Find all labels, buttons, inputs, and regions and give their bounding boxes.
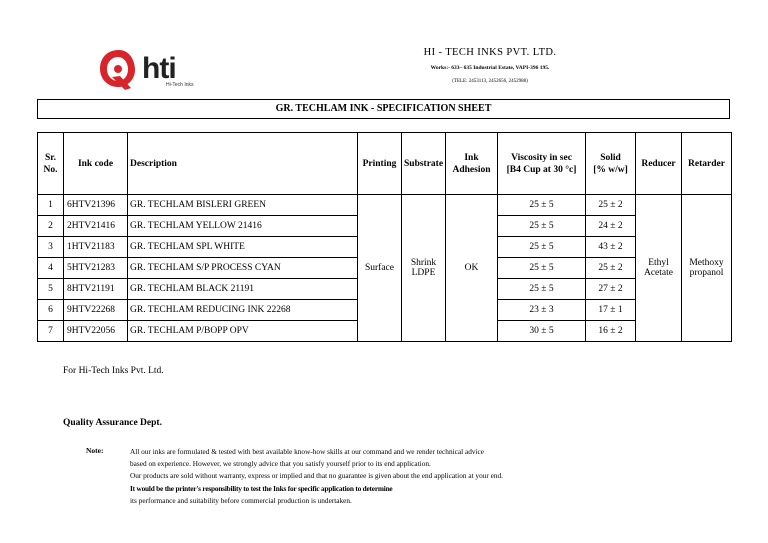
cell-sr: 6 bbox=[38, 300, 64, 321]
note-line-emphasis: It would be the printer's responsibility to test the Inks for specific application to determine bbox=[130, 483, 393, 493]
company-telephone: (TELE: 2453113, 2452656, 2452988) bbox=[452, 79, 528, 84]
cell-code: 1HTV21183 bbox=[64, 237, 128, 258]
header-solid-line1: Solid bbox=[600, 152, 621, 163]
cell-sr: 4 bbox=[38, 258, 64, 279]
note-text bbox=[130, 446, 690, 507]
header-code: Ink code bbox=[64, 133, 128, 195]
header-solid-line2: [% w/w] bbox=[593, 164, 628, 175]
cell-solid: 24 ± 2 bbox=[586, 216, 636, 237]
cell-sr: 3 bbox=[38, 237, 64, 258]
note-label: Note: bbox=[86, 446, 104, 455]
cell-viscosity: 25 ± 5 bbox=[498, 216, 586, 237]
specification-table bbox=[37, 132, 732, 342]
company-address: Works:- 633– 635 Industrial Estate, VAPI-396 195. bbox=[430, 65, 550, 71]
cell-description: GR. TECHLAM S/P PROCESS CYAN bbox=[128, 258, 358, 279]
cell-viscosity: 25 ± 5 bbox=[498, 237, 586, 258]
header-adhesion: Ink Adhesion bbox=[446, 133, 498, 195]
header-description: Description bbox=[128, 133, 358, 195]
header-retarder: Retarder bbox=[682, 133, 732, 195]
header-viscosity-line2: [B4 Cup at 30 °c] bbox=[506, 164, 577, 175]
cell-solid: 17 ± 1 bbox=[586, 300, 636, 321]
cell-retarder: Methoxy propanol bbox=[682, 195, 732, 342]
cell-code: 9HTV22056 bbox=[64, 321, 128, 342]
note-line: its performance and suitability before commercial production is undertaken. bbox=[130, 495, 352, 505]
header-viscosity-line1: Viscosity in sec bbox=[511, 152, 572, 163]
header-solid bbox=[586, 133, 636, 195]
cell-viscosity: 25 ± 5 bbox=[498, 279, 586, 300]
company-name: HI - TECH INKS PVT. LTD. bbox=[423, 47, 557, 58]
cell-code: 8HTV21191 bbox=[64, 279, 128, 300]
cell-description: GR. TECHLAM SPL WHITE bbox=[128, 237, 358, 258]
cell-sr: 5 bbox=[38, 279, 64, 300]
header-substrate: Substrate bbox=[402, 133, 446, 195]
cell-solid: 25 ± 2 bbox=[586, 258, 636, 279]
cell-printing: Surface bbox=[358, 195, 402, 342]
for-company-line: For Hi-Tech Inks Pvt. Ltd. bbox=[63, 366, 164, 376]
cell-viscosity: 25 ± 5 bbox=[498, 195, 586, 216]
cell-description: GR. TECHLAM YELLOW 21416 bbox=[128, 216, 358, 237]
header-viscosity bbox=[498, 133, 586, 195]
note-line: based on experience. However, we strongly advice that you satisfy yourself prior to its end application. bbox=[130, 459, 431, 469]
cell-solid: 25 ± 2 bbox=[586, 195, 636, 216]
cell-description: GR. TECHLAM P/BOPP OPV bbox=[128, 321, 358, 342]
cell-viscosity: 30 ± 5 bbox=[498, 321, 586, 342]
note-line: All our inks are formulated & tested with best available know-how skills at our command and we render technical advice bbox=[130, 447, 484, 456]
cell-description: GR. TECHLAM BISLERI GREEN bbox=[128, 195, 358, 216]
logo-wordmark: hti bbox=[142, 52, 176, 85]
cell-code: 5HTV21283 bbox=[64, 258, 128, 279]
cell-code: 2HTV21416 bbox=[64, 216, 128, 237]
cell-code: 6HTV21396 bbox=[64, 195, 128, 216]
cell-description: GR. TECHLAM REDUCING INK 22268 bbox=[128, 300, 358, 321]
cell-viscosity: 23 ± 3 bbox=[498, 300, 586, 321]
cell-adhesion: OK bbox=[446, 195, 498, 342]
table-header-row bbox=[38, 133, 732, 195]
header-reducer: Reducer bbox=[636, 133, 682, 195]
cell-sr: 2 bbox=[38, 216, 64, 237]
department-label: Quality Assurance Dept. bbox=[63, 418, 162, 428]
hti-logo bbox=[98, 46, 218, 92]
cell-solid: 43 ± 2 bbox=[586, 237, 636, 258]
logo-tagline: Hi-Tech Inks bbox=[166, 82, 194, 88]
page-title: GR. TECHLAM INK - SPECIFICATION SHEET bbox=[37, 99, 730, 119]
header-sr: Sr. No. bbox=[38, 133, 64, 195]
cell-solid: 27 ± 2 bbox=[586, 279, 636, 300]
cell-viscosity: 25 ± 5 bbox=[498, 258, 586, 279]
cell-solid: 16 ± 2 bbox=[586, 321, 636, 342]
header-printing: Printing bbox=[358, 133, 402, 195]
cell-sr: 1 bbox=[38, 195, 64, 216]
cell-code: 9HTV22268 bbox=[64, 300, 128, 321]
cell-substrate: Shrink LDPE bbox=[402, 195, 446, 342]
cell-description: GR. TECHLAM BLACK 21191 bbox=[128, 279, 358, 300]
cell-reducer: Ethyl Acetate bbox=[636, 195, 682, 342]
note-line: Our products are sold without warranty, express or implied and that no guarantee is given about the end application at your end. bbox=[130, 471, 503, 481]
cell-sr: 7 bbox=[38, 321, 64, 342]
table-row bbox=[38, 195, 732, 216]
